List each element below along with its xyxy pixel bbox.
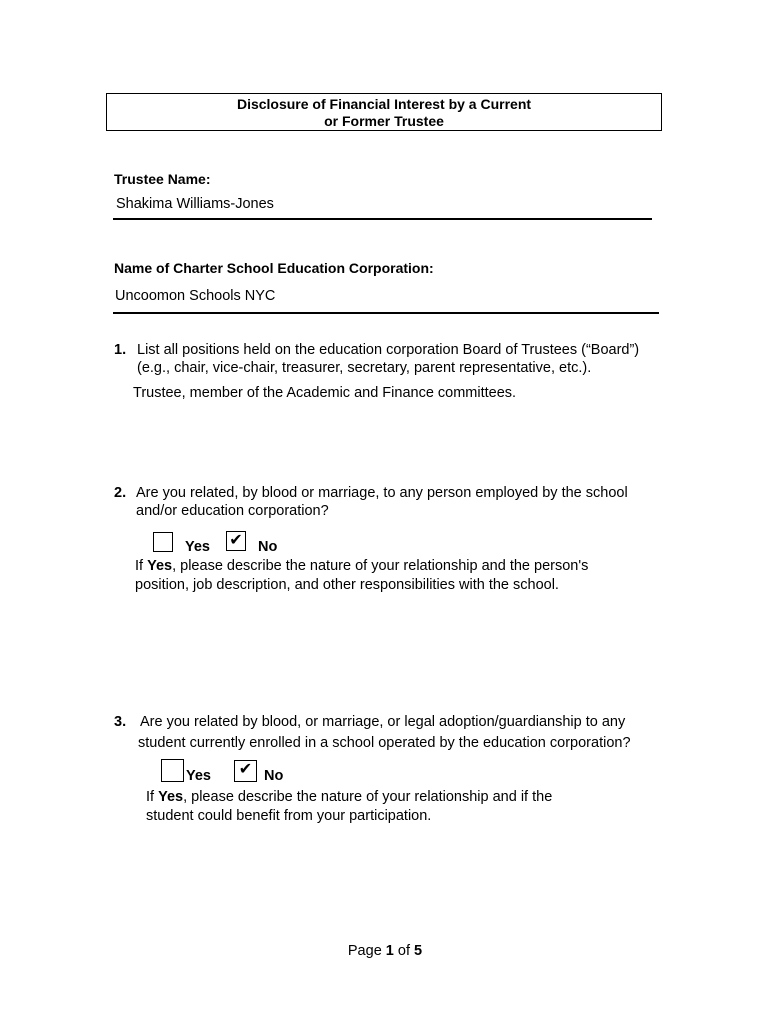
trustee-name-field[interactable]: Shakima Williams-Jones xyxy=(116,196,274,212)
corporation-name-field[interactable]: Uncoomon Schools NYC xyxy=(115,288,276,304)
q3-note-if: If xyxy=(146,789,155,805)
q2-instruction-line-1 xyxy=(135,557,588,576)
q3-instruction-line-2: student could benefit from your participation. xyxy=(146,808,432,824)
page-current: 1 xyxy=(385,943,394,959)
q3-text-line-1: Are you related by blood, or marriage, or legal adoption/guardianship to any xyxy=(140,714,626,730)
q1-text-line-1: List all positions held on the education corporation Board of Trustees (“Board”) xyxy=(137,342,640,358)
trustee-name-label: Trustee Name: xyxy=(114,171,211,187)
document-title-box xyxy=(106,93,662,131)
q2-no-checkbox[interactable]: ✔ xyxy=(226,531,246,551)
q2-text-line-2: and/or education corporation? xyxy=(136,503,329,519)
q3-note-rest: , please describe the nature of your relationship and if the xyxy=(183,789,553,805)
q3-instruction-line-1 xyxy=(146,788,552,807)
q2-note-rest: , please describe the nature of your relationship and the person's xyxy=(172,558,589,574)
q3-text-line-2: student currently enrolled in a school operated by the education corporation? xyxy=(138,735,631,751)
q1-answer-field[interactable]: Trustee, member of the Academic and Finance committees. xyxy=(133,385,517,401)
q1-number: 1. xyxy=(114,342,127,358)
page-number xyxy=(0,943,770,959)
q3-no-checkbox[interactable]: ✔ xyxy=(234,760,257,782)
q3-note-yes: Yes xyxy=(158,789,184,805)
q2-instruction-line-2: position, job description, and other responsibilities with the school. xyxy=(135,577,559,593)
q2-number: 2. xyxy=(114,485,127,501)
corporation-name-label: Name of Charter School Education Corporation: xyxy=(114,260,434,276)
page-word: Page xyxy=(347,943,382,959)
q2-yes-checkbox[interactable] xyxy=(153,532,173,552)
title-line-2: or Former Trustee xyxy=(324,113,444,129)
page-total: 5 xyxy=(414,943,423,959)
corporation-name-underline xyxy=(113,312,659,314)
trustee-name-underline xyxy=(113,218,652,220)
q2-note-if: If xyxy=(135,558,144,574)
q2-note-yes: Yes xyxy=(147,558,173,574)
q3-yes-checkbox[interactable] xyxy=(161,759,184,782)
q2-text-line-1: Are you related, by blood or marriage, to any person employed by the school xyxy=(136,485,628,501)
q1-text-line-2: (e.g., chair, vice-chair, treasurer, secretary, parent representative, etc.). xyxy=(137,360,592,376)
q3-number: 3. xyxy=(114,714,127,730)
of-word: of xyxy=(397,943,410,959)
title-line-1: Disclosure of Financial Interest by a Current xyxy=(236,96,532,112)
q3-no-label: No xyxy=(264,768,284,784)
q2-yes-label: Yes xyxy=(185,539,210,555)
q3-yes-label: Yes xyxy=(186,768,211,784)
q2-no-label: No xyxy=(258,539,278,555)
